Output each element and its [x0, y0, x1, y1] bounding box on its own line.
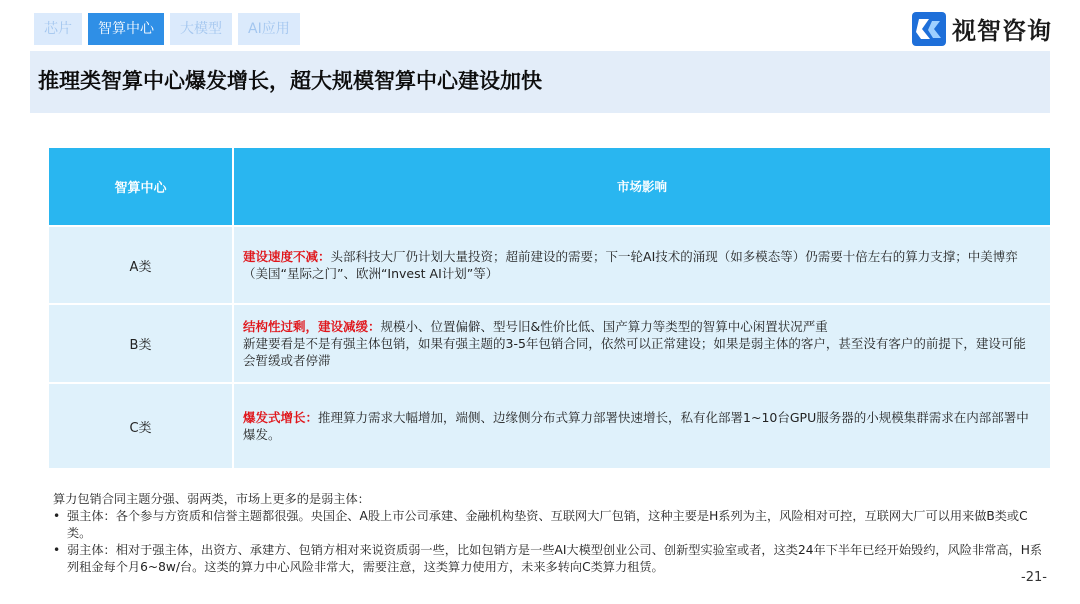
category-cell: A类: [49, 227, 234, 303]
footnotes: [53, 491, 1043, 576]
brand-logo: [912, 11, 1052, 46]
notes-intro: 算力包销合同主题分强、弱两类，市场上更多的是弱主体：: [53, 492, 370, 506]
impact-body: 头部科技大厂仍计划大量投资；超前建设的需要；下一轮AI技术的涌现（如多模态等）仍需要十倍左右的算力支撑；中美博弈（美国“星际之门”、欧洲“Invest AI计划”等）: [243, 249, 1018, 281]
table-row: [49, 225, 1050, 303]
impact-body: 推理算力需求大幅增加，端侧、边缘侧分布式算力部署快速增长，私有化部署1~10台GPU服务器的小规模集群需求在内部部署中爆发。: [243, 410, 1029, 442]
table-header-row: [49, 148, 1050, 225]
impact-text: [243, 248, 1038, 282]
tab-computing-center[interactable]: 智算中心: [88, 13, 164, 45]
tab-large-model[interactable]: 大模型: [170, 13, 232, 45]
brand-name: 视智咨询: [952, 17, 1052, 45]
header-category: 智算中心: [49, 148, 234, 225]
impact-cell: [234, 227, 1050, 303]
bullet-text: 强主体：各个参与方资质和信誉主题都很强。央国企、A股上市公司承建、金融机构垫资、互联网大厂包销，这种主要是H系列为主，风险相对可控，互联网大厂可以用来做B类或C类。: [67, 509, 1028, 540]
bullet-icon: •: [53, 509, 61, 523]
table-row: [49, 303, 1050, 382]
comparison-table: [49, 148, 1050, 468]
page-number: -21-: [1021, 570, 1047, 585]
impact-text: [243, 409, 1038, 443]
impact-cell: [234, 384, 1050, 468]
table-row: [49, 382, 1050, 468]
impact-body: 规模小、位置偏僻、型号旧&性价比低、国产算力等类型的智算中心闲置状况严重: [380, 319, 828, 334]
header-market-impact: 市场影响: [616, 179, 667, 194]
bullet-icon: •: [53, 543, 61, 557]
impact-body-secondary: 新建要看是不是有强主体包销，如果有强主题的3-5年包销合同，依然可以正常建设；如果是弱主体的客户，甚至没有客户的前提下，建设可能会暂缓或者停滞: [243, 336, 1026, 368]
list-item: [53, 508, 1043, 542]
category-cell: C类: [49, 384, 234, 468]
page-title: 推理类智算中心爆发增长，超大规模智算中心建设加快: [38, 69, 542, 93]
category-cell: B类: [49, 305, 234, 382]
brand-logo-icon: [912, 12, 946, 46]
title-band: [30, 51, 1050, 113]
impact-cell: [234, 305, 1050, 382]
top-tabs: [34, 13, 300, 45]
tab-chip[interactable]: 芯片: [34, 13, 82, 45]
bullet-text: 弱主体：相对于强主体，出资方、承建方、包销方相对来说资质弱一些，比如包销方是一些AI大模型创业公司、创新型实验室或者，这类24年下半年已经开始毁约，风险非常高，H系列租金每个月6~8w/台。这类的算力中心风险非常大，需要注意，这类算力使用方，未来多转向C类算力租赁。: [67, 543, 1043, 574]
impact-highlight: 结构性过剩，建设减缓：: [243, 319, 381, 334]
list-item: [53, 542, 1043, 576]
tab-ai-application[interactable]: AI应用: [238, 13, 300, 45]
impact-text: [243, 318, 1038, 369]
impact-highlight: 爆发式增长：: [243, 410, 319, 425]
impact-highlight: 建设速度不减：: [243, 249, 331, 264]
